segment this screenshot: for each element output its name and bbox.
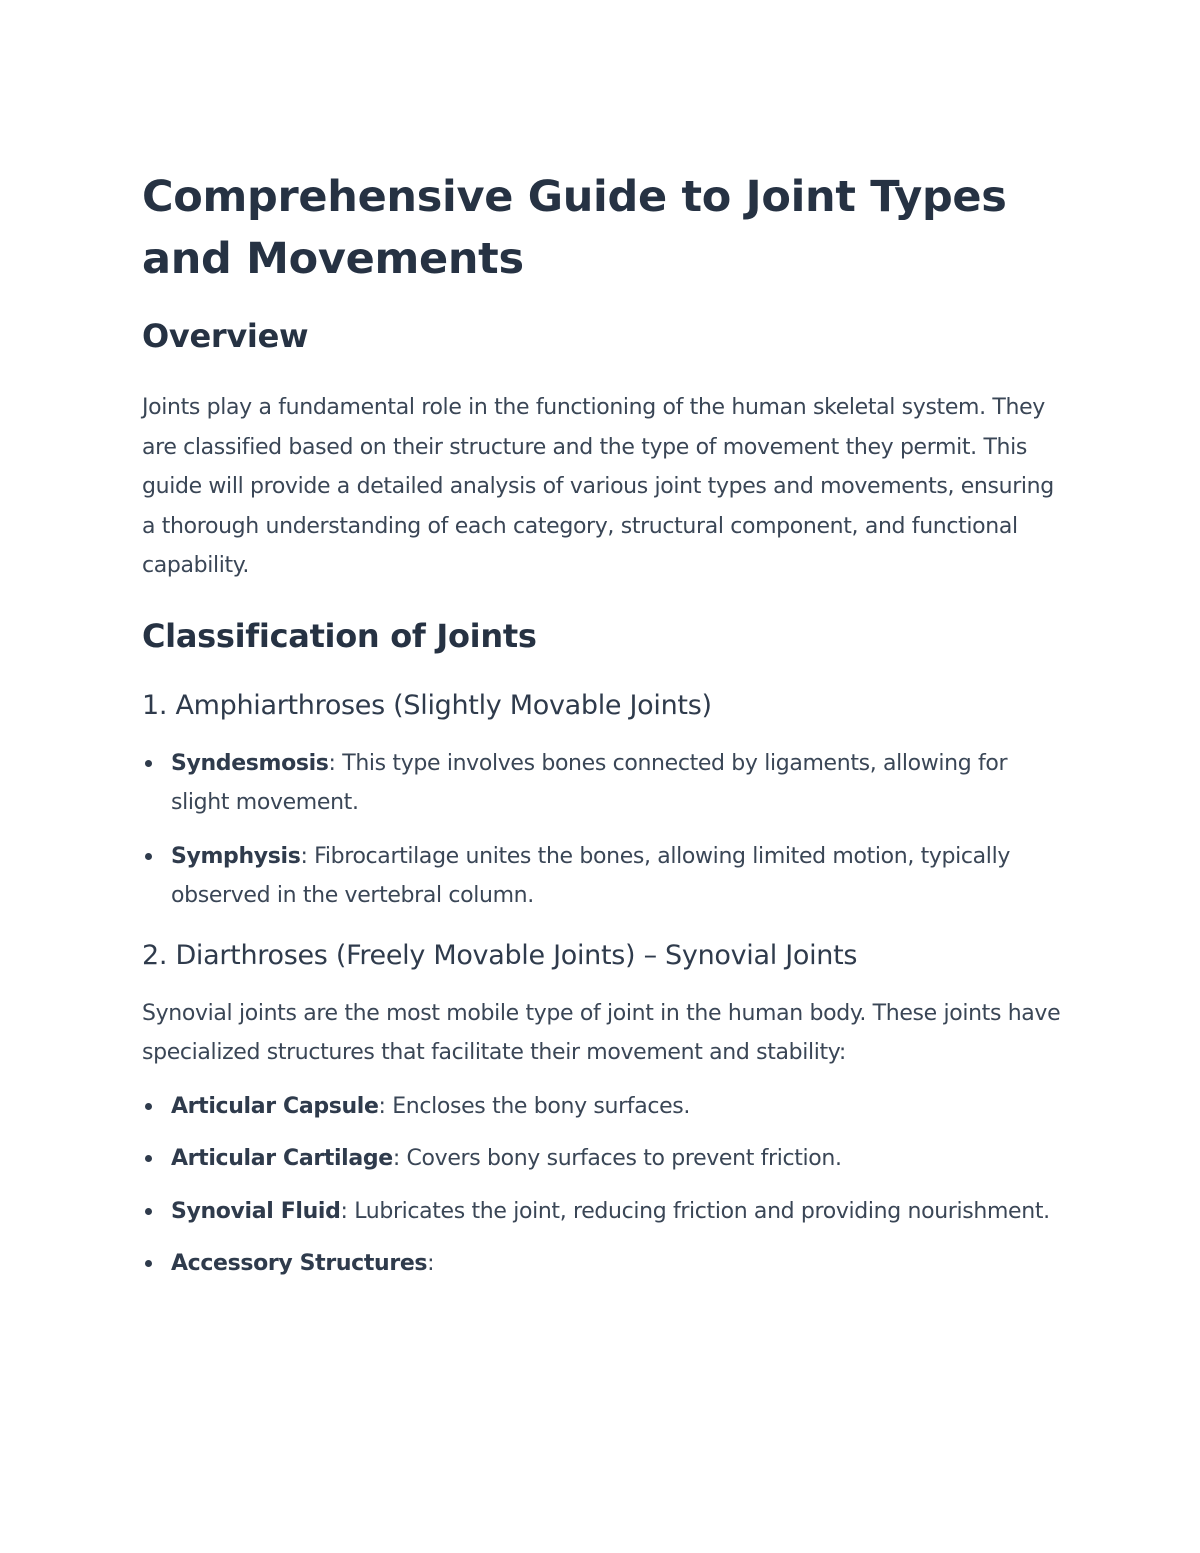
list-item — [142, 837, 1062, 916]
classification-heading: Classification of Joints — [142, 616, 537, 655]
list-item-description: : Lubricates the joint, reducing friction and providing nourishment. — [340, 1198, 1050, 1224]
list-item-description: : Fibrocartilage unites the bones, allowing limited motion, typically observed in the vertebral column. — [171, 843, 1010, 908]
page-title: Comprehensive Guide to Joint Types and Movements — [142, 172, 1007, 284]
amphiarthroses-list — [142, 744, 1062, 916]
list-item — [142, 1192, 1062, 1232]
bullet-icon — [145, 1208, 152, 1215]
amphiarthroses-heading: 1. Amphiarthroses (Slightly Movable Joints) — [142, 689, 712, 721]
synovial-structures-list — [142, 1087, 1062, 1284]
list-item — [142, 1244, 1062, 1284]
list-item — [142, 1087, 1062, 1127]
bullet-icon — [145, 1155, 152, 1162]
list-item-term: Synovial Fluid — [171, 1198, 341, 1224]
diarthroses-heading: 2. Diarthroses (Freely Movable Joints) – Synovial Joints — [142, 939, 858, 971]
list-item-description: : Encloses the bony surfaces. — [378, 1093, 691, 1119]
list-item-description: : — [427, 1251, 435, 1276]
overview-paragraph: Joints play a fundamental role in the functioning of the human skeletal system. They are classified based on their structure and the type of movement they permit. This guide will provide a detailed analysis of various joint types and movements, ensuring a thorough understanding of each category, structural component, and functional capability. — [142, 395, 1054, 578]
list-item-term: Symphysis — [171, 843, 301, 869]
document-page — [142, 166, 1062, 1284]
list-item-description: : Covers bony surfaces to prevent friction. — [392, 1146, 842, 1171]
list-item-term: Syndesmosis — [171, 750, 329, 776]
bullet-icon — [145, 1260, 152, 1267]
bullet-icon — [145, 760, 152, 767]
diarthroses-paragraph: Synovial joints are the most mobile type of joint in the human body. These joints have specialized structures that facilitate their movement and stability: — [142, 1000, 1061, 1065]
bullet-icon — [145, 1103, 152, 1110]
list-item — [142, 744, 1062, 823]
overview-heading: Overview — [142, 317, 309, 355]
list-item-description: : This type involves bones connected by ligaments, allowing for slight movement. — [171, 750, 1008, 815]
list-item-term: Articular Cartilage — [171, 1146, 393, 1171]
bullet-icon — [145, 853, 152, 860]
list-item-term: Accessory Structures — [171, 1251, 428, 1276]
list-item — [142, 1139, 1062, 1179]
list-item-term: Articular Capsule — [171, 1093, 379, 1119]
